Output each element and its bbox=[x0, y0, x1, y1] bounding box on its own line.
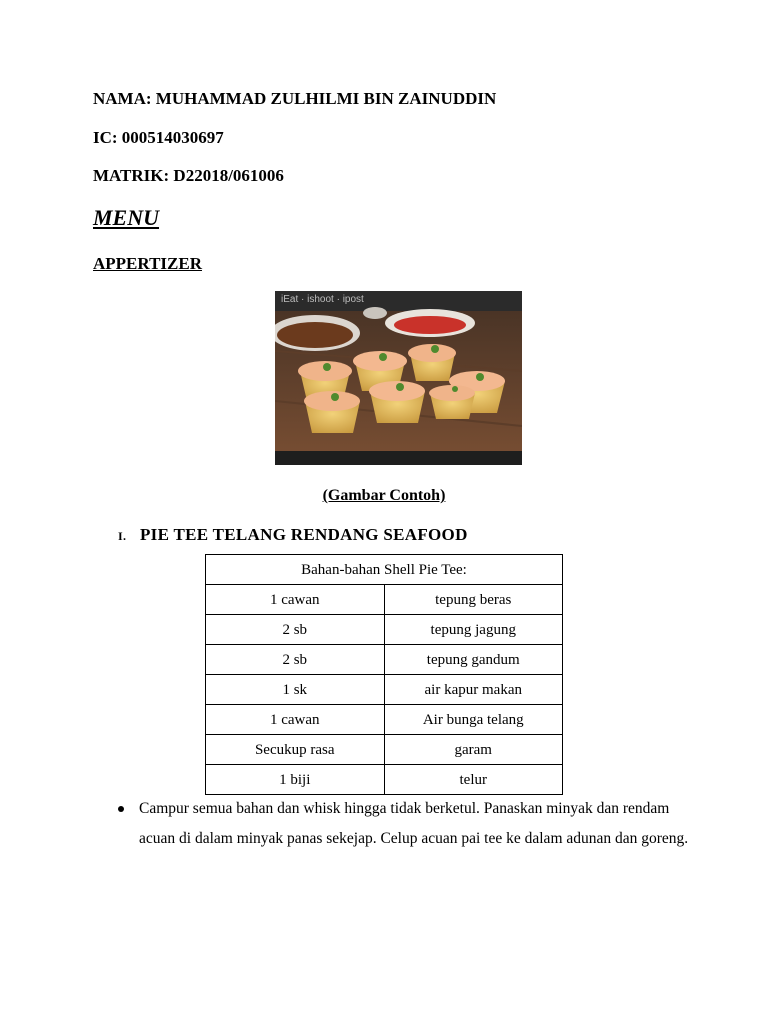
item-title: PIE TEE TELANG RENDANG SEAFOOD bbox=[140, 525, 468, 544]
ingredient-cell: tepung jagung bbox=[384, 615, 563, 645]
ingredient-cell: tepung beras bbox=[384, 585, 563, 615]
ingredient-cell: Air bunga telang bbox=[384, 705, 563, 735]
section-title: APPERTIZER bbox=[93, 254, 202, 273]
student-matrik: MATRIK: D22018/061006 bbox=[93, 166, 284, 185]
quantity-cell: Secukup rasa bbox=[206, 735, 385, 765]
item-heading bbox=[118, 524, 468, 547]
quantity-cell: 2 sb bbox=[206, 615, 385, 645]
quantity-cell: 1 cawan bbox=[206, 585, 385, 615]
photo-watermark: iEat · ishoot · ipost bbox=[281, 294, 364, 305]
table-row bbox=[206, 645, 563, 675]
table-row bbox=[206, 735, 563, 765]
ingredient-cell: tepung gandum bbox=[384, 645, 563, 675]
table-row bbox=[206, 705, 563, 735]
instruction-text: Campur semua bahan dan whisk hingga tidak berketul. Panaskan minyak dan rendam acuan di dalam minyak panas sekejap. Celup acuan pai tee ke dalam adunan dan goreng. bbox=[139, 800, 689, 847]
table-title-row bbox=[206, 555, 563, 585]
quantity-cell: 1 biji bbox=[206, 765, 385, 795]
item-number: I. bbox=[118, 529, 127, 544]
ingredients-table bbox=[205, 554, 563, 795]
table-row bbox=[206, 585, 563, 615]
ingredient-cell: garam bbox=[384, 735, 563, 765]
table-row bbox=[206, 675, 563, 705]
quantity-cell: 2 sb bbox=[206, 645, 385, 675]
student-name: NAMA: MUHAMMAD ZULHILMI BIN ZAINUDDIN bbox=[93, 89, 497, 108]
menu-title: MENU bbox=[93, 205, 160, 230]
bullet-icon bbox=[118, 806, 124, 812]
quantity-cell: 1 cawan bbox=[206, 705, 385, 735]
pie-tee-illustration bbox=[275, 291, 522, 465]
table-row bbox=[206, 765, 563, 795]
ingredient-cell: air kapur makan bbox=[384, 675, 563, 705]
ingredient-cell: telur bbox=[384, 765, 563, 795]
quantity-cell: 1 sk bbox=[206, 675, 385, 705]
food-photo bbox=[275, 291, 522, 465]
image-caption: (Gambar Contoh) bbox=[322, 487, 446, 504]
student-ic: IC: 000514030697 bbox=[93, 128, 224, 147]
table-title: Bahan-bahan Shell Pie Tee: bbox=[206, 555, 563, 585]
table-row bbox=[206, 615, 563, 645]
